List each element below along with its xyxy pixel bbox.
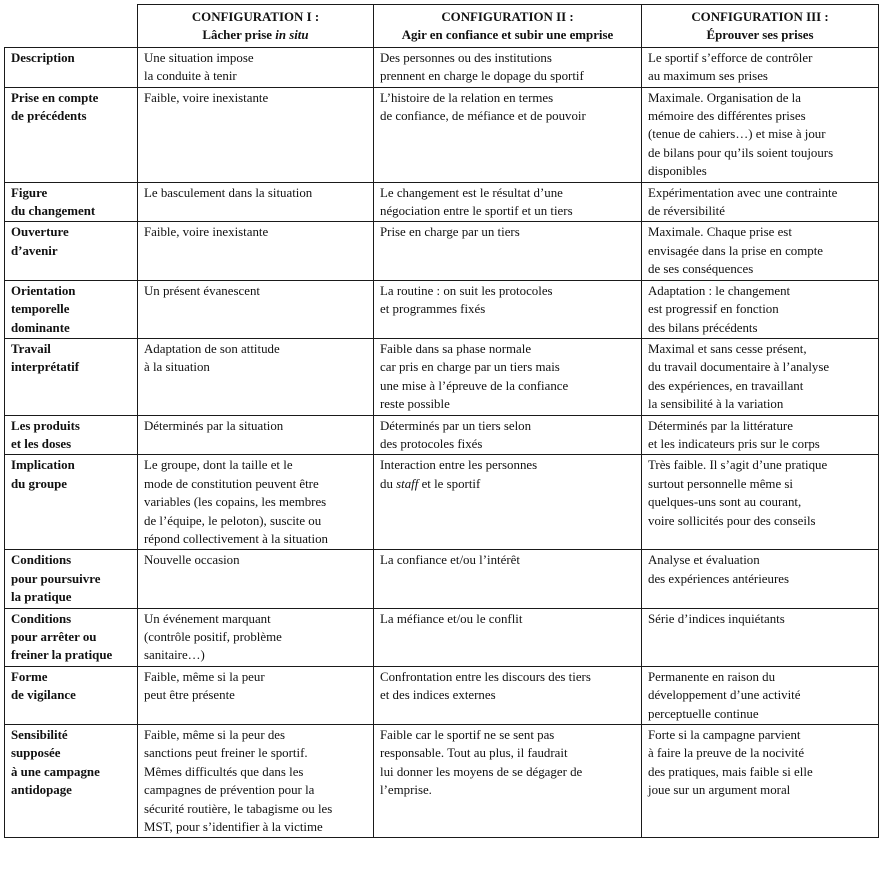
cell-text-line	[380, 744, 635, 762]
cell-configuration-3	[642, 87, 879, 182]
cell-text-line	[144, 726, 367, 744]
cell-configuration-1	[138, 608, 374, 666]
cell-text-line	[144, 668, 367, 686]
cell-text-line	[144, 818, 367, 836]
cell-text-part: surtout personnelle même si	[648, 476, 793, 491]
cell-text-part: Adaptation : le changement	[648, 283, 791, 298]
cell-text-part: mode de constitution peuvent être	[144, 476, 319, 491]
cell-configuration-2	[374, 550, 642, 608]
cell-configuration-3	[642, 608, 879, 666]
cell-text-part: mémoire des différentes prises	[648, 109, 806, 124]
cell-text-part: de ses conséquences	[648, 262, 754, 277]
row-label-line: d’avenir	[11, 243, 58, 258]
cell-text-part: de réversibilité	[648, 204, 725, 219]
cell-text-italic: staff	[396, 476, 419, 491]
cell-text-line	[380, 763, 635, 781]
cell-text-line	[144, 744, 367, 762]
row-label-cell	[5, 455, 138, 550]
table-row	[5, 415, 879, 455]
cell-text-part: Déterminés par un tiers selon	[380, 418, 532, 433]
row-label-line: Ouverture	[11, 225, 69, 240]
cell-text-line	[144, 49, 367, 67]
cell-configuration-1	[138, 455, 374, 550]
cell-text-part: Des personnes ou des institutions	[380, 50, 552, 65]
cell-text-line	[648, 475, 872, 493]
cell-text-line	[648, 744, 872, 762]
header-corner-cell	[5, 5, 138, 48]
cell-text-part: développement d’une activité	[648, 688, 801, 703]
cell-configuration-3	[642, 455, 879, 550]
cell-text-part: du	[380, 476, 397, 491]
row-label-line: Figure	[11, 185, 48, 200]
cell-text-part: des protocoles fixés	[380, 436, 483, 451]
cell-text-part: Faible car le sportif ne se sent pas	[380, 728, 555, 743]
row-label-line: Description	[11, 50, 75, 65]
table-row	[5, 455, 879, 550]
cell-text-part: lui donner les moyens de se dégager de	[380, 764, 583, 779]
cell-text-line	[380, 781, 635, 799]
cell-text-line	[380, 668, 635, 686]
cell-configuration-2	[374, 280, 642, 338]
header-subtitle-text: Lâcher prise	[202, 28, 276, 43]
cell-text-part: L’histoire de la relation en termes	[380, 90, 554, 105]
row-label-line: pour poursuivre	[11, 571, 101, 586]
cell-text-line	[648, 726, 872, 744]
cell-text-line	[144, 475, 367, 493]
cell-text-part: des pratiques, mais faible si elle	[648, 764, 813, 779]
cell-text-part: La méfiance et/ou le conflit	[380, 611, 523, 626]
cell-configuration-1	[138, 280, 374, 338]
cell-text-line	[144, 763, 367, 781]
cell-text-line	[144, 800, 367, 818]
table-row	[5, 666, 879, 724]
row-label-line: supposée	[11, 746, 61, 761]
cell-text-part: La confiance et/ou l’intérêt	[380, 553, 520, 568]
cell-text-line	[380, 377, 635, 395]
cell-text-part: envisagée dans la prise en compte	[648, 243, 824, 258]
cell-text-line	[648, 456, 872, 474]
row-label-cell	[5, 182, 138, 222]
cell-text-part: Une situation impose	[144, 50, 254, 65]
cell-text-line	[380, 358, 635, 376]
cell-text-part: sanctions peut freiner le sportif.	[144, 746, 308, 761]
cell-text-line	[648, 223, 872, 241]
cell-text-part: une mise à l’épreuve de la confiance	[380, 378, 569, 393]
cell-text-line	[144, 512, 367, 530]
row-label-line: à une campagne	[11, 764, 100, 779]
cell-text-line	[648, 686, 872, 704]
header-cell-configuration-3	[642, 5, 879, 48]
cell-text-part: Prise en charge par un tiers	[380, 225, 520, 240]
cell-configuration-1	[138, 47, 374, 87]
cell-text-part: Maximale. Chaque prise est	[648, 225, 792, 240]
cell-text-part: Analyse et évaluation	[648, 553, 760, 568]
row-label-line: la pratique	[11, 590, 72, 605]
cell-text-line	[144, 646, 367, 664]
cell-configuration-3	[642, 280, 879, 338]
cell-text-line	[648, 89, 872, 107]
cell-text-line	[144, 686, 367, 704]
cell-configuration-1	[138, 338, 374, 415]
row-label-line: du groupe	[11, 476, 67, 491]
cell-configuration-2	[374, 666, 642, 724]
cell-text-line	[144, 223, 367, 241]
cell-text-line	[380, 184, 635, 202]
cell-text-part: de l’équipe, le peloton), suscite ou	[144, 513, 322, 528]
cell-text-line	[144, 456, 367, 474]
cell-text-part: et programmes fixés	[380, 302, 486, 317]
cell-text-part: Faible dans sa phase normale	[380, 341, 532, 356]
row-label-line: du changement	[11, 204, 96, 219]
cell-text-part: Maximal et sans cesse présent,	[648, 341, 807, 356]
cell-text-part: Interaction entre les personnes	[380, 458, 538, 473]
row-label-line: de précédents	[11, 109, 87, 124]
header-subtitle-text: Agir en confiance et subir une emprise	[401, 28, 614, 43]
cell-text-line	[648, 340, 872, 358]
cell-text-line	[144, 610, 367, 628]
table-row	[5, 222, 879, 280]
cell-text-part: est progressif en fonction	[648, 302, 779, 317]
row-label-cell	[5, 47, 138, 87]
cell-text-line	[380, 223, 635, 241]
cell-text-part: répond collectivement à la situation	[144, 531, 328, 546]
cell-text-line	[648, 125, 872, 143]
cell-configuration-1	[138, 666, 374, 724]
cell-text-line	[380, 686, 635, 704]
cell-text-line	[380, 551, 635, 569]
configuration-table	[4, 4, 879, 838]
cell-text-part: du travail documentaire à l’analyse	[648, 360, 830, 375]
cell-text-line	[380, 300, 635, 318]
cell-text-part: Forte si la campagne parvient	[648, 728, 801, 743]
cell-text-line	[380, 89, 635, 107]
header-subtitle	[380, 26, 635, 44]
cell-text-line	[144, 89, 367, 107]
table-row	[5, 182, 879, 222]
cell-text-line	[144, 340, 367, 358]
cell-text-line	[648, 49, 872, 67]
cell-configuration-3	[642, 550, 879, 608]
cell-configuration-2	[374, 47, 642, 87]
row-label-cell	[5, 725, 138, 838]
cell-text-part: négociation entre le sportif et un tiers	[380, 204, 573, 219]
cell-configuration-1	[138, 415, 374, 455]
row-label-line: et les doses	[11, 436, 72, 451]
cell-text-line	[648, 493, 872, 511]
cell-text-part: variables (les copains, les membres	[144, 495, 327, 510]
table-row	[5, 338, 879, 415]
row-label-cell	[5, 415, 138, 455]
row-label-line: antidopage	[11, 783, 72, 798]
cell-configuration-1	[138, 550, 374, 608]
row-label-line: pour arrêter ou	[11, 630, 97, 644]
row-label-cell	[5, 666, 138, 724]
table-row	[5, 280, 879, 338]
cell-text-part: quelques-uns sont au courant,	[648, 495, 802, 510]
cell-text-part: Faible, même si la peur des	[144, 728, 286, 743]
cell-text-part: Série d’indices inquiétants	[648, 611, 785, 626]
cell-text-line	[380, 49, 635, 67]
cell-configuration-3	[642, 182, 879, 222]
cell-text-line	[380, 107, 635, 125]
cell-text-line	[144, 358, 367, 376]
cell-text-line	[380, 395, 635, 413]
header-title: CONFIGURATION III :	[691, 10, 829, 24]
row-label-line: Conditions	[11, 611, 72, 626]
row-label-line: Sensibilité	[11, 728, 68, 743]
cell-text-part: Très faible. Il s’agit d’une pratique	[648, 458, 828, 473]
cell-text-part: joue sur un argument moral	[648, 783, 791, 798]
header-title: CONFIGURATION II :	[441, 10, 574, 24]
header-subtitle	[144, 26, 367, 44]
cell-text-line	[144, 551, 367, 569]
cell-text-line	[648, 705, 872, 723]
header-subtitle-italic: in situ	[275, 28, 309, 43]
cell-text-line	[648, 282, 872, 300]
cell-text-line	[144, 781, 367, 799]
row-label-line: de vigilance	[11, 688, 76, 703]
row-label-line: Orientation	[11, 283, 76, 298]
cell-text-line	[648, 763, 872, 781]
cell-text-part: des expériences antérieures	[648, 571, 790, 586]
table-row	[5, 550, 879, 608]
cell-text-line	[648, 610, 872, 628]
cell-text-part: Faible, voire inexistante	[144, 90, 269, 105]
cell-text-line	[648, 358, 872, 376]
cell-text-line	[144, 628, 367, 646]
cell-text-line	[648, 377, 872, 395]
cell-text-part: au maximum ses prises	[648, 69, 768, 84]
cell-text-part: à faire la preuve de la nocivité	[648, 746, 805, 761]
cell-text-part: voire sollicités pour des conseils	[648, 513, 816, 528]
cell-text-part: reste possible	[380, 397, 450, 412]
cell-text-part: Adaptation de son attitude	[144, 341, 280, 356]
cell-text-line	[648, 144, 872, 162]
cell-text-line	[648, 668, 872, 686]
cell-text-part: de bilans pour qu’ils soient toujours	[648, 145, 834, 160]
cell-text-part: la sensibilité à la variation	[648, 397, 784, 412]
cell-configuration-1	[138, 87, 374, 182]
cell-text-line	[144, 184, 367, 202]
cell-text-part: Permanente en raison du	[648, 669, 776, 684]
cell-configuration-2	[374, 182, 642, 222]
cell-text-part: et des indices externes	[380, 688, 496, 703]
cell-text-part: Expérimentation avec une contrainte	[648, 185, 838, 200]
cell-text-part: peut être présente	[144, 688, 235, 703]
cell-text-part: responsable. Tout au plus, il faudrait	[380, 746, 568, 761]
row-label-cell	[5, 338, 138, 415]
cell-configuration-3	[642, 338, 879, 415]
row-label-cell	[5, 222, 138, 280]
cell-text-line	[380, 417, 635, 435]
cell-text-line	[648, 512, 872, 530]
cell-configuration-2	[374, 222, 642, 280]
row-label-line: Travail	[11, 341, 51, 356]
cell-text-part: Le sportif s’efforce de contrôler	[648, 50, 813, 65]
header-row	[5, 5, 879, 48]
cell-configuration-3	[642, 47, 879, 87]
cell-text-line	[648, 162, 872, 180]
table-row	[5, 725, 879, 838]
cell-text-line	[144, 417, 367, 435]
cell-text-part: de confiance, de méfiance et de pouvoir	[380, 109, 586, 124]
cell-text-line	[648, 417, 872, 435]
cell-text-part: des expériences, en travaillant	[648, 378, 804, 393]
cell-text-part: sécurité routière, le tabagisme ou les	[144, 801, 333, 816]
cell-text-line	[648, 319, 872, 337]
row-label-line: Forme	[11, 669, 48, 684]
cell-configuration-3	[642, 666, 879, 724]
cell-configuration-3	[642, 222, 879, 280]
cell-text-part: prennent en charge le dopage du sportif	[380, 69, 584, 84]
cell-text-part: La routine : on suit les protocoles	[380, 283, 553, 298]
cell-configuration-1	[138, 222, 374, 280]
cell-text-line	[380, 340, 635, 358]
cell-text-line	[648, 781, 872, 799]
row-label-line: temporelle	[11, 302, 70, 317]
cell-text-part: Un présent évanescent	[144, 283, 260, 298]
table-row	[5, 87, 879, 182]
row-label-line: Les produits	[11, 418, 80, 433]
row-label-line: dominante	[11, 320, 70, 335]
cell-text-part: Mêmes difficultés que dans les	[144, 764, 304, 779]
cell-text-part: Faible, voire inexistante	[144, 225, 269, 240]
cell-text-line	[380, 67, 635, 85]
cell-text-line	[380, 282, 635, 300]
cell-text-line	[648, 260, 872, 278]
cell-text-line	[380, 726, 635, 744]
row-label-cell	[5, 280, 138, 338]
cell-text-part: et les indicateurs pris sur le corps	[648, 436, 820, 451]
row-label-line: Prise en compte	[11, 90, 99, 105]
cell-text-line	[380, 456, 635, 474]
cell-text-line	[380, 435, 635, 453]
row-label-line: Implication	[11, 458, 75, 473]
cell-text-line	[648, 395, 872, 413]
cell-text-line	[648, 570, 872, 588]
cell-text-part: à la situation	[144, 360, 210, 375]
cell-configuration-2	[374, 725, 642, 838]
cell-configuration-2	[374, 415, 642, 455]
header-title: CONFIGURATION I :	[191, 10, 320, 24]
cell-text-line	[144, 530, 367, 548]
cell-text-line	[380, 202, 635, 220]
table-body	[5, 47, 879, 838]
cell-text-line	[648, 300, 872, 318]
cell-text-line	[144, 493, 367, 511]
cell-configuration-3	[642, 415, 879, 455]
cell-text-line	[648, 67, 872, 85]
cell-text-part: Le basculement dans la situation	[144, 185, 313, 200]
cell-text-part: (tenue de cahiers…) et mise à jour	[648, 127, 826, 142]
cell-text-part: Déterminés par la situation	[144, 418, 284, 433]
cell-configuration-2	[374, 608, 642, 666]
cell-text-line	[648, 202, 872, 220]
row-label-line: freiner la pratique	[11, 648, 113, 663]
cell-text-line	[144, 67, 367, 85]
table-header	[5, 5, 879, 48]
cell-text-part: l’emprise.	[380, 783, 432, 798]
cell-text-line	[648, 435, 872, 453]
row-label-line: Conditions	[11, 553, 72, 568]
header-cell-configuration-1	[138, 5, 374, 48]
table-row	[5, 47, 879, 87]
cell-configuration-2	[374, 87, 642, 182]
cell-configuration-1	[138, 182, 374, 222]
cell-text-part: Le groupe, dont la taille et le	[144, 458, 293, 473]
cell-text-part: Nouvelle occasion	[144, 553, 240, 568]
cell-text-part: Déterminés par la littérature	[648, 418, 793, 433]
cell-text-part: perceptuelle continue	[648, 706, 759, 721]
cell-text-line	[648, 242, 872, 260]
cell-text-part: Le changement est le résultat d’une	[380, 185, 563, 200]
cell-text-line	[648, 107, 872, 125]
cell-text-part: des bilans précédents	[648, 320, 758, 335]
cell-text-part: campagnes de prévention pour la	[144, 783, 315, 798]
row-label-cell	[5, 550, 138, 608]
header-cell-configuration-2	[374, 5, 642, 48]
cell-configuration-3	[642, 725, 879, 838]
cell-text-line	[648, 184, 872, 202]
cell-text-part: car pris en charge par un tiers mais	[380, 360, 560, 375]
header-subtitle-text: Éprouver ses prises	[706, 28, 814, 43]
row-label-cell	[5, 87, 138, 182]
cell-text-line	[144, 282, 367, 300]
cell-configuration-2	[374, 338, 642, 415]
cell-text-part: sanitaire…)	[144, 648, 205, 663]
cell-text-line	[380, 475, 635, 493]
cell-text-part: la conduite à tenir	[144, 69, 237, 84]
cell-text-part: (contrôle positif, problème	[144, 630, 282, 644]
cell-configuration-1	[138, 725, 374, 838]
cell-text-line	[648, 551, 872, 569]
header-subtitle	[648, 26, 872, 44]
cell-text-line	[380, 610, 635, 628]
cell-configuration-2	[374, 455, 642, 550]
cell-text-part: disponibles	[648, 164, 707, 179]
row-label-cell	[5, 608, 138, 666]
cell-text-part: Un événement marquant	[144, 611, 271, 626]
cell-text-part: Faible, même si la peur	[144, 669, 265, 684]
table-row	[5, 608, 879, 666]
cell-text-part: et le sportif	[418, 476, 481, 491]
cell-text-part: MST, pour s’identifier à la victime	[144, 820, 323, 835]
row-label-line: interprétatif	[11, 360, 80, 375]
cell-text-part: Confrontation entre les discours des tiers	[380, 669, 591, 684]
cell-text-part: Maximale. Organisation de la	[648, 90, 801, 105]
